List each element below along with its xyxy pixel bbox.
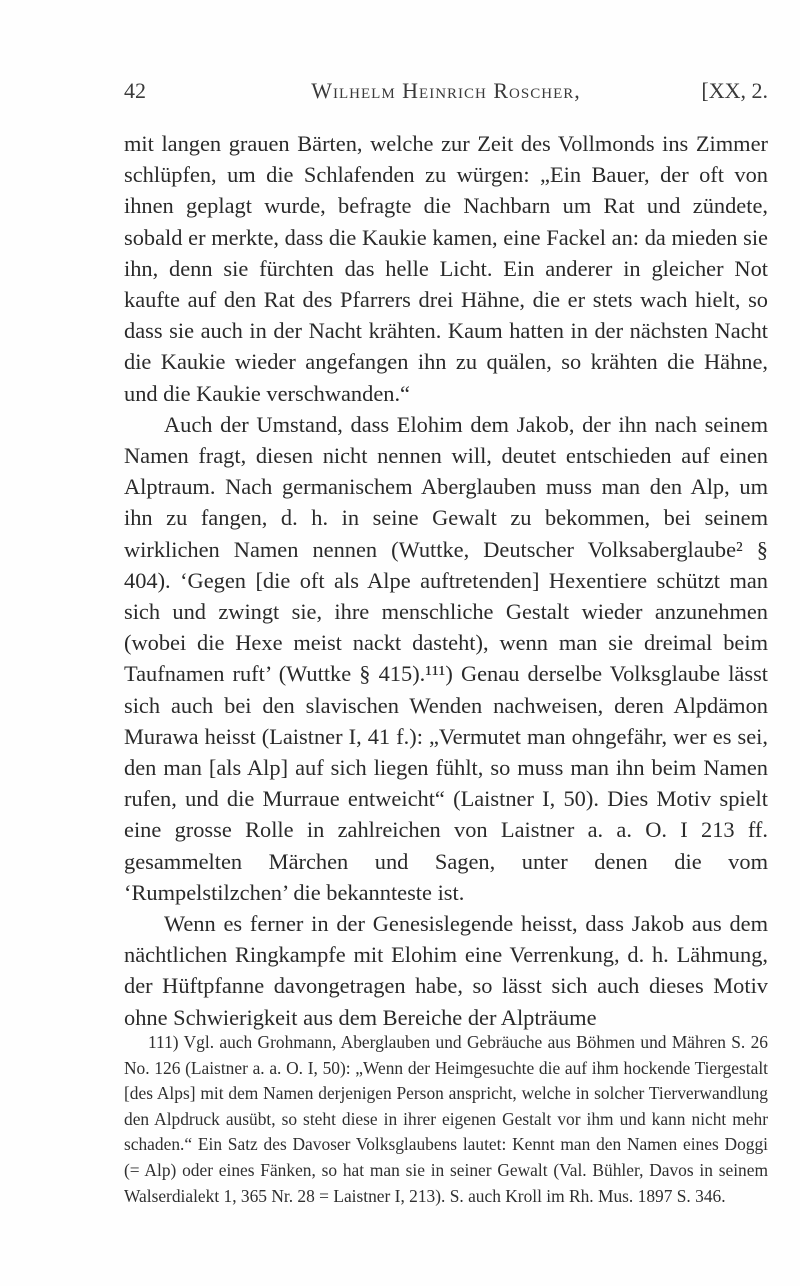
page-number: 42 [124,78,146,103]
page-header [124,78,768,110]
paragraph-continued: mit langen grauen Bärten, welche zur Zeit des Vollmonds ins Zimmer schlüpfen, um die Schlafenden zu würgen: „Ein Bauer, der oft von ihnen geplagt wurde, befragte die Nachbarn um Rat und zündete, sobald er merkte, dass die Kaukie kamen, eine Fackel an: da mieden sie ihn, denn sie fürchten das helle Licht. Ein anderer in gleicher Not kaufte auf den Rat des Pfarrers drei Hähne, die er stets wach hielt, so dass sie auch in der Nacht krähten. Kaum hatten in der nächsten Nacht die Kaukie wieder angefangen ihn zu quälen, so krähten die Hähne, und die Kaukie verschwanden.“ [124,131,768,406]
section-marker: [XX, 2. [701,78,768,103]
running-title: Wilhelm Heinrich Roscher, [311,78,581,103]
footnote-111: 111) Vgl. auch Grohmann, Aberglauben und Gebräuche aus Böhmen und Mähren S. 26 No. 126 (Laistner a. a. O. I, 50): „Wenn der Heimgesuchte die auf ihm hockende Tiergestalt [des Alps] mit dem Namen derjenigen Person anspricht, welche in solcher Tierverwandlung den Alpdruck ausübt, so steht diese in ihrer eigenen Gestalt vor ihm und kann nicht mehr schaden.“ Ein Satz des Davoser Volksglaubens lautet: Kennt man den Namen eines Doggi (= Alp) oder eines Fänken, so hat man sie in seiner Gewalt (Val. Bühler, Davos in seinem Walserdialekt 1, 365 Nr. 28 = Laistner I, 213). S. auch Kroll im Rh. Mus. 1897 S. 346. [124,1032,768,1206]
paragraph: Wenn es ferner in der Genesislegende heisst, dass Jakob aus dem nächtlichen Ringkampfe mit Elohim eine Verrenkung, d. h. Lähmung, der Hüftpfanne davongetragen habe, so lässt sich auch dieses Motiv ohne Schwierigkeit aus dem Bereiche der Alpträume [124,911,768,1030]
paragraph: Auch der Umstand, dass Elohim dem Jakob, der ihn nach seinem Namen fragt, diesen nicht nennen will, deutet entschieden auf einen Alptraum. Nach germanischem Aberglauben muss man den Alp, um ihn zu fangen, d. h. in seine Gewalt zu bekommen, bei seinem wirklichen Namen nennen (Wuttke, Deutscher Volksaberglaube² § 404). ‘Gegen [die oft als Alpe auftretenden] Hexentiere schützt man sich und zwingt sie, ihre menschliche Gestalt wieder anzunehmen (wobei die Hexe meist nackt dasteht), wenn man sie dreimal beim Taufnamen ruft’ (Wuttke § 415).¹¹¹) Genau derselbe Volksglaube lässt sich auch bei den slavischen Wenden nachweisen, deren Alpdämon Murawa heisst (Laistner I, 41 f.): „Vermutet man ohngefähr, wer es sei, den man [als Alp] auf sich liegen fühlt, so muss man ihn beim Namen rufen, und die Murraue entweicht“ (Laistner I, 50). Dies Motiv spielt eine grosse Rolle in zahlreichen von Laistner a. a. O. I 213 ff. gesammelten Märchen und Sagen, unter denen die vom ‘Rumpelstilzchen’ die bekannteste ist. [124,411,768,905]
main-text [124,128,768,1033]
